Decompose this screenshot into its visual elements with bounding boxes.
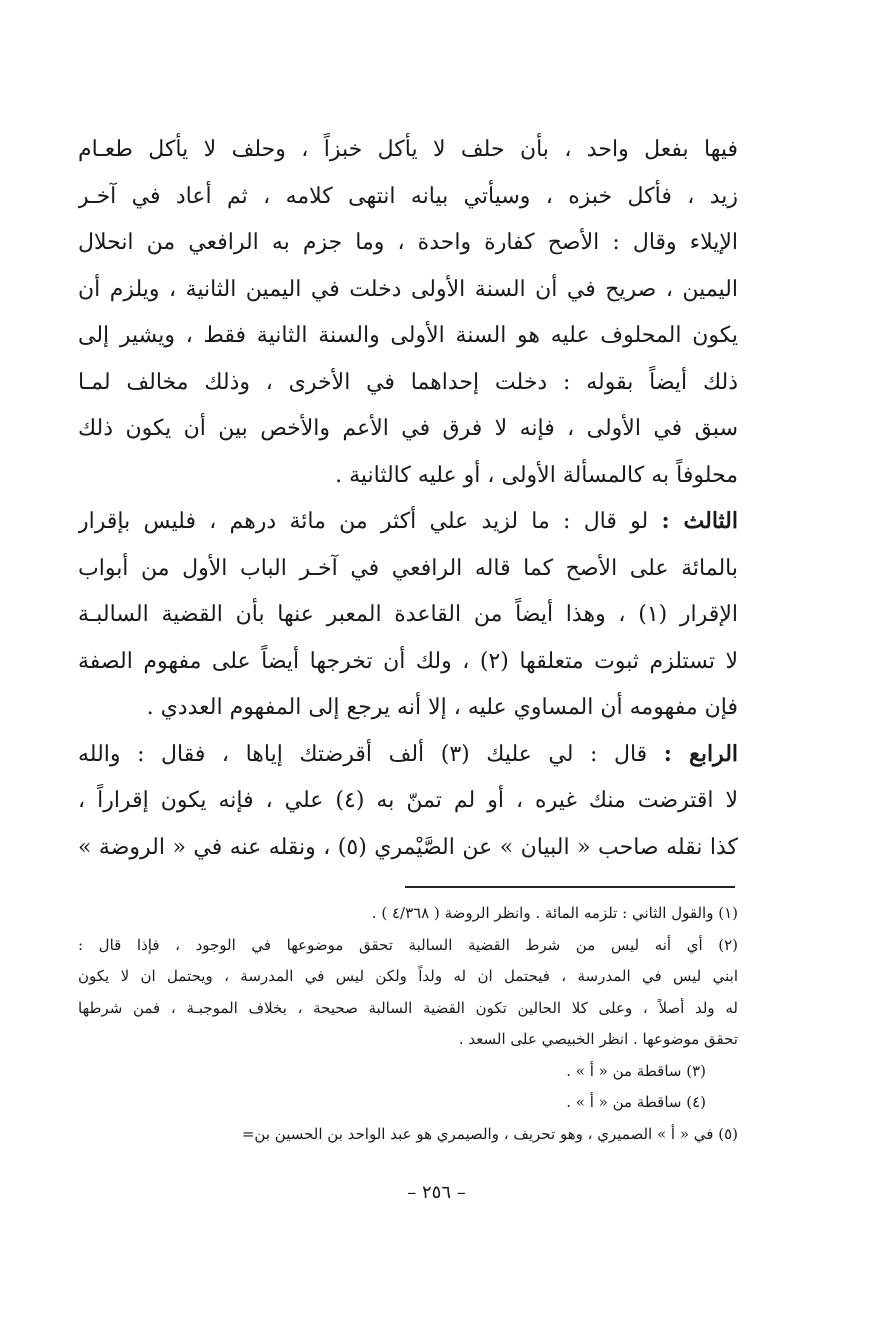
text-line: سبق في الأولى ، فإنه لا فرق في الأعم والأخص بين أن يكون ذلك xyxy=(78,416,738,441)
text-line: كذا نقله صاحب « البيان » عن الصَّيْمري (٥) ، ونقله عنه في « الروضة » xyxy=(78,834,738,860)
text-line: لا اقترضت منك غيره ، أو لم تمنّ به (٤) علي ، فإنه يكون إقراراً ، xyxy=(78,788,738,813)
page-number: – ٢٥٦ – xyxy=(407,1182,466,1203)
text-line: زيد ، فأكل خبزه ، وسيأتي بيانه انتهى كلامه ، ثم أعاد في آخـر xyxy=(78,183,738,209)
footnote-2: (٢) أي أنه ليس من شرط القضية السالبة تحقق موضوعها في الوجود ، فإذا قال : xyxy=(78,935,738,954)
footnote-3: (٣) ساقطة من « أ » . xyxy=(566,1061,706,1080)
footnote-5: (٥) في « أ » الصميري ، وهو تحريف ، والصيمري هو عبد الواحد بن الحسين بن= xyxy=(241,1124,738,1143)
text-line: فيها بفعل واحد ، بأن حلف لا يأكل خبزاً ، وحلف لا يأكل طعـام xyxy=(78,137,738,162)
text-line: الإقرار (١) ، وهذا أيضاً من القاعدة المعبر عنها بأن القضية السالبـة xyxy=(78,602,738,627)
text-line: الإيلاء وقال : الأصح كفارة واحدة ، وما جزم به الرافعي من انحلال xyxy=(78,230,738,255)
footnote-2-continued: ابني ليس في المدرسة ، فيحتمل ان له ولداً ولكن ليس في المدرسة ، ويحتمل ان لا يكون xyxy=(78,967,738,985)
text-line: يكون المحلوف عليه هو السنة الأولى والسنة الثانية فقط ، ويشير إلى xyxy=(78,323,738,348)
section-label-fourth: الرابع : xyxy=(663,740,738,767)
footnote-2-continued: له ولد أصلاً ، وعلى كلا الحالين تكون القضية السالبة صحيحة ، بخلاف الموجبـة ، فمن شرطها xyxy=(78,998,738,1017)
paragraph-end-line: فإن مفهومه أن المساوي عليه ، إلا أنه يرجع إلى المفهوم العددي . xyxy=(146,695,738,720)
footnote-divider xyxy=(405,886,735,888)
section-heading-line: الرابع : قال : لي عليك (٣) ألف أقرضتك إياها ، فقال : والله xyxy=(78,740,738,767)
section-label-third: الثالث : xyxy=(661,508,738,534)
paragraph-end-line: محلوفاً به كالمسألة الأولى ، أو عليه كالثانية . xyxy=(335,462,738,488)
footnote-4: (٤) ساقطة من « أ » . xyxy=(566,1093,706,1111)
text-line: ذلك أيضاً بقوله : دخلت إحداهما في الأخرى ، وذلك مخالف لمـا xyxy=(78,369,738,395)
text-line: لا تستلزم ثبوت متعلقها (٢) ، ولك أن تخرجها أيضاً على مفهوم الصفة xyxy=(78,648,738,674)
footnote-1: (١) والقول الثاني : تلزمه المائة . وانظر الروضة ( ٤/٣٦٨ ) . xyxy=(371,904,738,922)
footnote-2-end: تحقق موضوعها . انظر الخبيصي على السعد . xyxy=(458,1030,738,1048)
text-line: بالمائة على الأصح كما قاله الرافعي في آخـر الباب الأول من أبواب xyxy=(78,555,738,581)
main-text-block xyxy=(78,126,738,870)
section-heading-line: الثالث : لو قال : ما لزيد علي أكثر من مائة درهم ، فليس بإقرار xyxy=(78,508,738,534)
footnotes-block xyxy=(78,898,738,1150)
text-line: اليمين ، صريح في أن السنة الأولى دخلت في اليمين الثانية ، ويلزم أن xyxy=(78,276,738,302)
